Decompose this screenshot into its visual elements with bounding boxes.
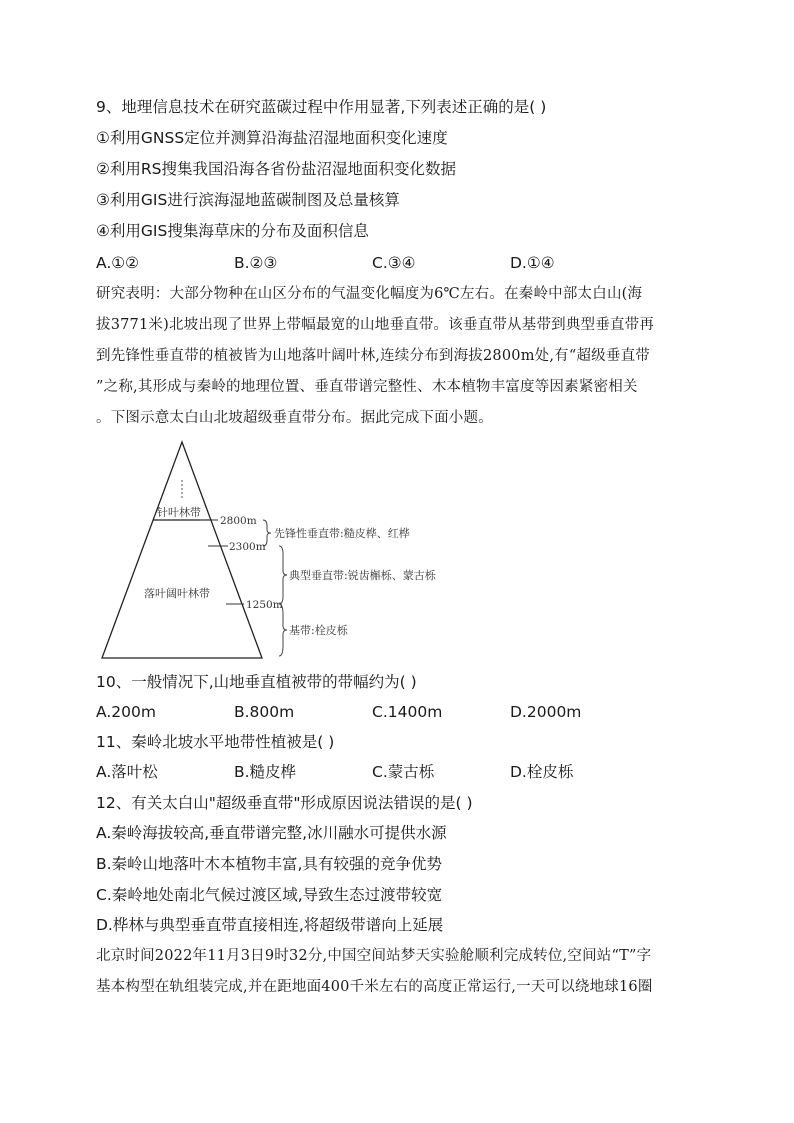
passage2-line-1: 北京时间2022年11月3日9时32分,中国空间站梦天实验舱顺利完成转位,空间站“T”字 — [96, 948, 652, 964]
q11-option-b[interactable]: B.糙皮桦 — [234, 763, 297, 781]
label-base-zone: 基带:栓皮栎 — [289, 624, 348, 637]
q10-option-c[interactable]: C.1400m — [372, 703, 443, 721]
q10-stem: 10、一般情况下,山地垂直植被带的带幅约为( ) — [96, 673, 417, 691]
label-typical-zone: 典型垂直带:锐齿槲栎、蒙古栎 — [289, 569, 436, 582]
vertical-zone-diagram — [96, 436, 466, 664]
bracket-base — [279, 604, 287, 656]
q11-option-c[interactable]: C.蒙古栎 — [372, 763, 435, 781]
q12-option-b[interactable]: B.秦岭山地落叶木本植物丰富,具有较强的竞争优势 — [96, 855, 442, 873]
passage-line-2: 拔3771米)北坡出现了世界上带幅最宽的山地垂直带。该垂直带从基带到典型垂直带再 — [96, 317, 655, 333]
passage-line-4: ”之称,其形成与秦岭的地理位置、垂直带谱完整性、木本植物丰富度等因素紧密相关 — [96, 379, 638, 395]
q9-option-c[interactable]: C.③④ — [372, 254, 416, 272]
q11-option-d[interactable]: D.栓皮栎 — [510, 763, 574, 781]
q10-option-d[interactable]: D.2000m — [510, 703, 582, 721]
q9-item-1: ①利用GNSS定位并测算沿海盐沼湿地面积变化速度 — [96, 129, 448, 147]
passage-line-1: 研究表明：大部分物种在山区分布的气温变化幅度为6℃左右。在秦岭中部太白山(海 — [96, 286, 643, 302]
q9-stem: 9、地理信息技术在研究蓝碳过程中作用显著,下列表述正确的是( ) — [96, 98, 547, 116]
zone-label-conifer: 针叶林带 — [157, 506, 201, 519]
passage-line-3: 到先锋性垂直带的植被皆为山地落叶阔叶林,连续分布到海拔2800m处,有“超级垂直带 — [96, 348, 650, 364]
zone-label-deciduous: 落叶阔叶林带 — [144, 587, 210, 600]
q9-option-a[interactable]: A.①② — [96, 254, 140, 272]
q12-stem: 12、有关太白山"超级垂直带"形成原因说法错误的是( ) — [96, 794, 473, 812]
elevation-2300: 2300m — [229, 541, 266, 553]
q11-option-a[interactable]: A.落叶松 — [96, 763, 158, 781]
q12-option-c[interactable]: C.秦岭地处南北气候过渡区域,导致生态过渡带较宽 — [96, 886, 443, 904]
q9-option-d[interactable]: D.①④ — [510, 254, 555, 272]
elevation-2800: 2800m — [220, 515, 257, 527]
q9-item-4: ④利用GIS搜集海草床的分布及面积信息 — [96, 222, 369, 240]
q10-option-a[interactable]: A.200m — [96, 703, 156, 721]
elevation-1250: 1250m — [246, 599, 283, 611]
q11-options — [96, 762, 656, 782]
q10-option-b[interactable]: B.800m — [234, 703, 295, 721]
bracket-typical — [279, 546, 287, 604]
q12-option-d[interactable]: D.桦林与典型垂直带直接相连,将超级带谱向上延展 — [96, 916, 444, 934]
q9-option-b[interactable]: B.②③ — [234, 254, 278, 272]
q9-options — [96, 253, 656, 273]
q10-options — [96, 702, 656, 722]
q11-stem: 11、秦岭北坡水平地带性植被是( ) — [96, 733, 335, 751]
label-pioneer-zone: 先锋性垂直带:糙皮桦、红桦 — [274, 527, 410, 540]
q12-option-a[interactable]: A.秦岭海拔较高,垂直带谱完整,冰川融水可提供水源 — [96, 824, 447, 842]
q9-item-3: ③利用GIS进行滨海湿地蓝碳制图及总量核算 — [96, 191, 400, 209]
passage-line-5: 。下图示意太白山北坡超级垂直带分布。据此完成下面小题。 — [96, 410, 493, 426]
q9-item-2: ②利用RS搜集我国沿海各省份盐沼湿地面积变化数据 — [96, 160, 457, 178]
passage2-line-2: 基本构型在轨组装完成,并在距地面400千米左右的高度正常运行,一天可以绕地球16圈 — [96, 979, 653, 995]
